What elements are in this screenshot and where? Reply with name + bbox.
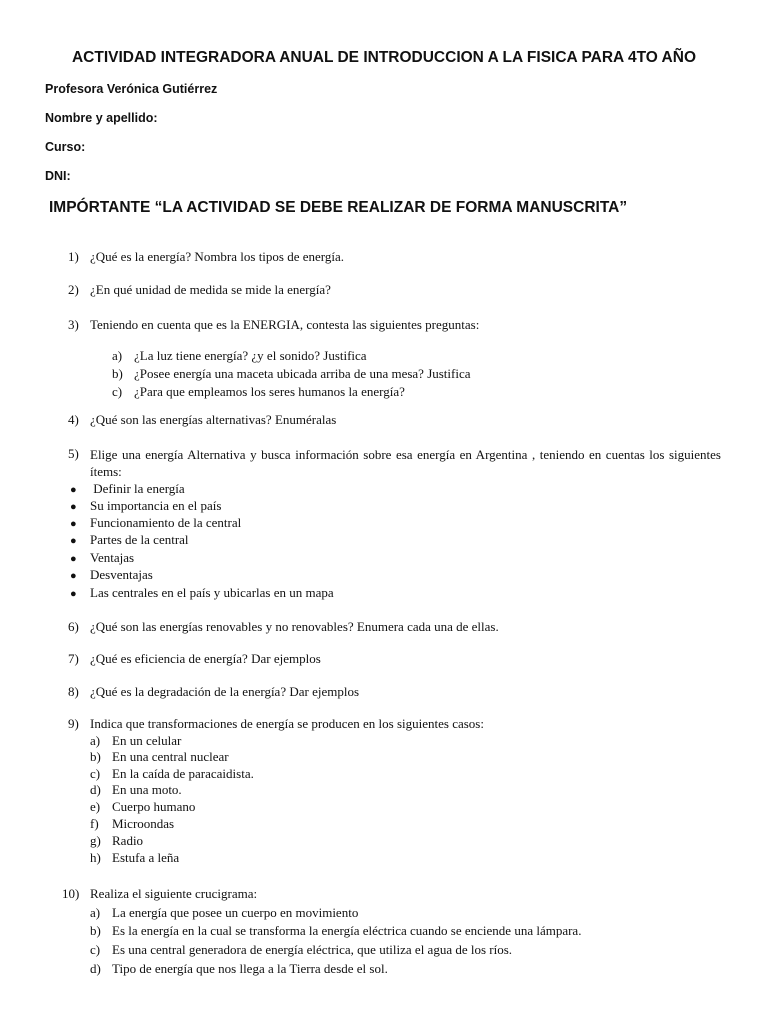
bullet-icon: ● [70,501,77,513]
question-text: ¿Qué son las energías renovables y no renovables? Enumera cada una de ellas. [90,619,499,634]
question-text: ¿En qué unidad de medida se mide la energía? [90,282,331,297]
course-label: Curso: [45,140,86,154]
question-number: 9) [68,716,79,731]
question-number: 1) [68,249,79,264]
item-label: b) [90,923,101,938]
bullet-item [70,498,221,514]
bullet-item [70,550,134,566]
item-text: ¿Posee energía una maceta ubicada arriba de una mesa? Justifica [134,366,471,381]
question-number: 4) [68,412,79,427]
item-label: b) [90,749,101,764]
bullet-icon: ● [70,553,77,565]
bullet-item [70,481,185,497]
dni-label: DNI: [45,169,71,183]
question-1 [68,249,344,265]
item-text: La energía que posee un cuerpo en movimiento [112,905,359,920]
item-text: Radio [112,833,144,848]
bullet-icon: ● [70,570,77,582]
list-item [90,905,358,921]
item-text: Tipo de energía que nos llega a la Tierra desde el sol. [112,961,388,976]
item-text: Microondas [112,816,175,831]
bullet-icon: ● [70,484,77,496]
bullet-item [70,585,334,601]
item-label: f) [90,816,99,831]
item-label: d) [90,961,101,976]
item-label: a) [90,733,101,748]
item-label: b) [112,366,123,381]
question-text: Indica que transformaciones de energía se producen en los siguientes casos: [90,716,484,731]
item-label: a) [90,905,101,920]
item-label: c) [90,942,101,957]
item-label: c) [112,384,123,399]
list-item [90,782,182,798]
item-text: Es la energía en la cual se transforma la energía eléctrica cuando se enciende una lámpara. [112,923,582,938]
list-item [90,816,174,832]
question-text: Teniendo en cuenta que es la ENERGIA, contesta las siguientes preguntas: [90,317,480,332]
list-item [90,961,388,977]
question-4 [68,412,336,428]
question-number: 3) [68,317,79,332]
list-item [90,799,195,815]
list-item [112,348,367,364]
list-item [90,766,254,782]
item-text: En una moto. [112,782,182,797]
item-label: e) [90,799,101,814]
list-item [90,749,229,765]
bullet-text: Las centrales en el país y ubicarlas en un mapa [90,585,334,600]
question-2 [68,282,331,298]
question-number: 10) [62,886,80,901]
bullet-item [70,532,189,548]
list-item [90,923,581,939]
document-title: ACTIVIDAD INTEGRADORA ANUAL DE INTRODUCCION A LA FISICA PARA 4TO AÑO [71,49,697,66]
question-9 [68,716,484,732]
question-number: 2) [68,282,79,297]
question-10 [62,886,257,902]
item-label: a) [112,348,123,363]
item-text: En la caída de paracaidista. [112,766,254,781]
question-text: ¿Qué es la degradación de la energía? Dar ejemplos [90,684,360,699]
item-text: ¿La luz tiene energía? ¿y el sonido? Justifica [134,348,367,363]
bullet-text: Su importancia en el país [90,498,222,513]
list-item [90,733,181,749]
item-text: En un celular [112,733,182,748]
question-6 [68,619,499,635]
bullet-icon: ● [70,535,77,547]
item-label: h) [90,850,101,865]
item-text: En una central nuclear [112,749,229,764]
item-label: c) [90,766,101,781]
bullet-icon: ● [70,588,77,600]
question-text: ¿Qué es la energía? Nombra los tipos de energía. [90,249,345,264]
bullet-text: Definir la energía [90,481,185,496]
list-item [112,384,405,400]
item-label: d) [90,782,101,797]
bullet-text: Partes de la central [90,532,189,547]
item-text: Cuerpo humano [112,799,196,814]
item-text: Estufa a leña [112,850,180,865]
question-number: 8) [68,684,79,699]
question-number-5: 5) [68,446,79,461]
bullet-text: Ventajas [90,550,135,565]
question-3 [68,317,479,333]
item-text: Es una central generadora de energía eléctrica, que utiliza el agua de los ríos. [112,942,513,957]
bullet-item [70,567,153,583]
question-text: ¿Qué son las energías alternativas? Enuméralas [90,412,337,427]
name-label: Nombre y apellido: [45,111,158,125]
list-item [90,850,179,866]
question-8 [68,684,359,700]
list-item [90,833,143,849]
important-notice: IMPÓRTANTE “LA ACTIVIDAD SE DEBE REALIZAR DE FORMA MANUSCRITA” [49,199,628,216]
question-7 [68,651,321,667]
list-item [90,942,512,958]
question-number: 7) [68,651,79,666]
question-text: Realiza el siguiente crucigrama: [90,886,258,901]
teacher-name: Profesora Verónica Gutiérrez [45,82,218,96]
question-text: ¿Qué es eficiencia de energía? Dar ejemplos [90,651,321,666]
bullet-icon: ● [70,518,77,530]
item-label: g) [90,833,101,848]
bullet-text: Desventajas [90,567,153,582]
list-item [112,366,471,382]
bullet-text: Funcionamiento de la central [90,515,242,530]
item-text: ¿Para que empleamos los seres humanos la energía? [134,384,405,399]
question-number: 6) [68,619,79,634]
bullet-item [70,515,241,531]
question-text-5: Elige una energía Alternativa y busca información sobre esa energía en Argentina , teniendo en cuentas los siguientes ítems: [90,447,721,479]
